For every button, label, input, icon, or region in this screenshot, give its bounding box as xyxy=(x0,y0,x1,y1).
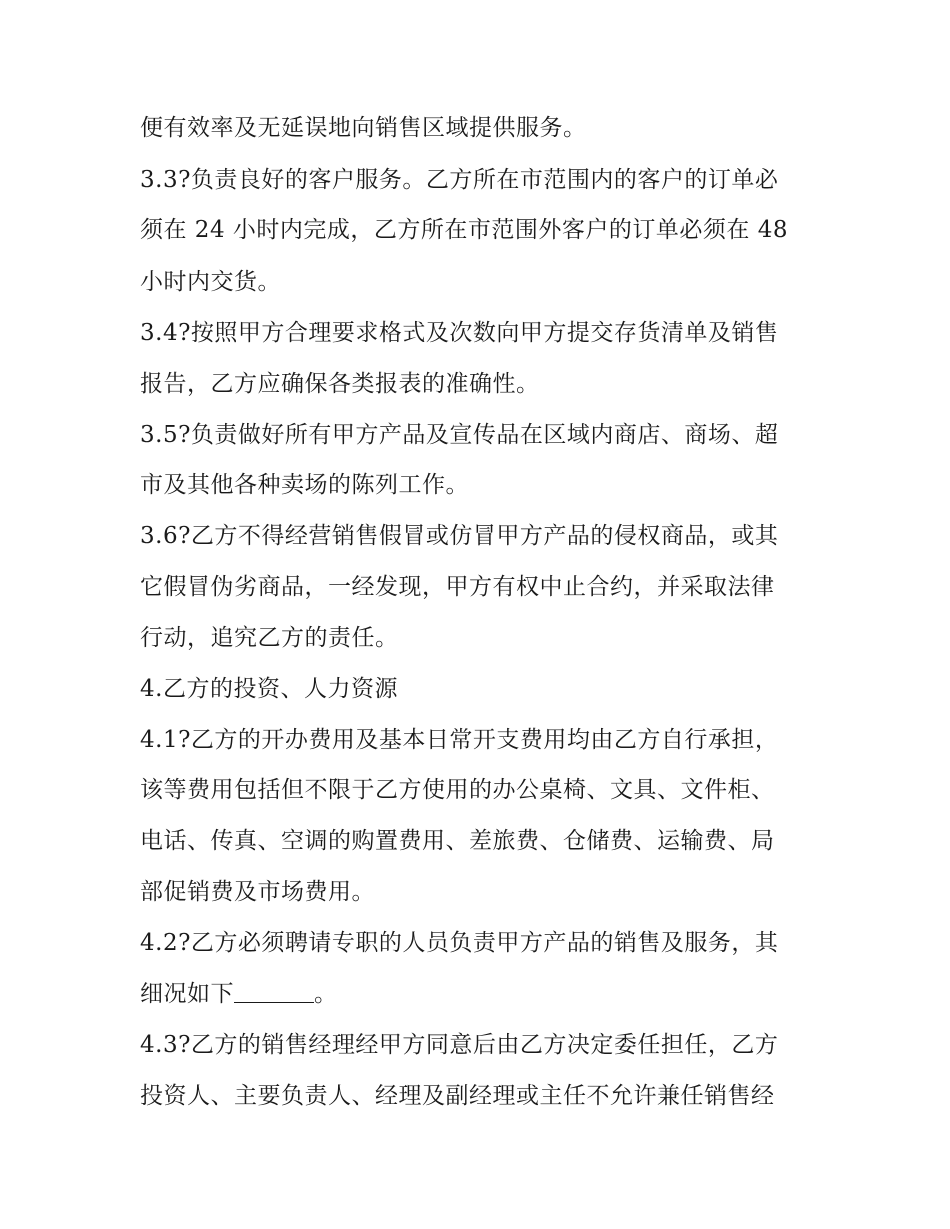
clause-3-6-line: 3.6?乙方不得经营销售假冒或仿冒甲方产品的侵权商品，或其 xyxy=(140,523,779,549)
fill-in-line xyxy=(140,979,338,1009)
clause-3-4-line: 3.4?按照甲方合理要求格式及次数向甲方提交存货清单及销售 xyxy=(140,320,779,346)
section-4-heading: 4.乙方的投资、人力资源 xyxy=(140,676,398,702)
clause-4-3-line: 4.3?乙方的销售经理经甲方同意后由乙方决定委任担任，乙方 xyxy=(140,1032,779,1058)
text-line: 电话、传真、空调的购置费用、差旅费、仓储费、运输费、局 xyxy=(140,828,775,854)
fill-in-blank xyxy=(234,980,314,1003)
clause-4-1-line: 4.1?乙方的开办费用及基本日常开支费用均由乙方自行承担， xyxy=(140,727,779,753)
text-line: 它假冒伪劣商品，一经发现，甲方有权中止合约，并采取法律 xyxy=(140,574,775,600)
text-line: 该等费用包括但不限于乙方使用的办公桌椅、文具、文件柜、 xyxy=(140,777,775,803)
fill-in-end: 。 xyxy=(314,981,338,1007)
fill-in-label: 细况如下 xyxy=(140,981,234,1007)
text-line: 报告，乙方应确保各类报表的准确性。 xyxy=(140,371,540,397)
clause-3-3-line: 3.3?负责良好的客户服务。乙方所在市范围内的客户的订单必 xyxy=(140,167,779,193)
text-line: 行动，追究乙方的责任。 xyxy=(140,625,399,651)
text-line: 小时内交货。 xyxy=(140,269,281,295)
text-line: 市及其他各种卖场的陈列工作。 xyxy=(140,472,469,498)
text-line: 投资人、主要负责人、经理及副经理或主任不允许兼任销售经 xyxy=(140,1083,775,1109)
text-line: 便有效率及无延误地向销售区域提供服务。 xyxy=(140,115,587,141)
clause-4-2-line: 4.2?乙方必须聘请专职的人员负责甲方产品的销售及服务，其 xyxy=(140,930,779,956)
text-line: 须在 24 小时内完成，乙方所在市范围外客户的订单必须在 48 xyxy=(140,217,788,243)
clause-3-5-line: 3.5?负责做好所有甲方产品及宣传品在区域内商店、商场、超 xyxy=(140,422,779,448)
text-line: 部促销费及市场费用。 xyxy=(140,879,375,905)
